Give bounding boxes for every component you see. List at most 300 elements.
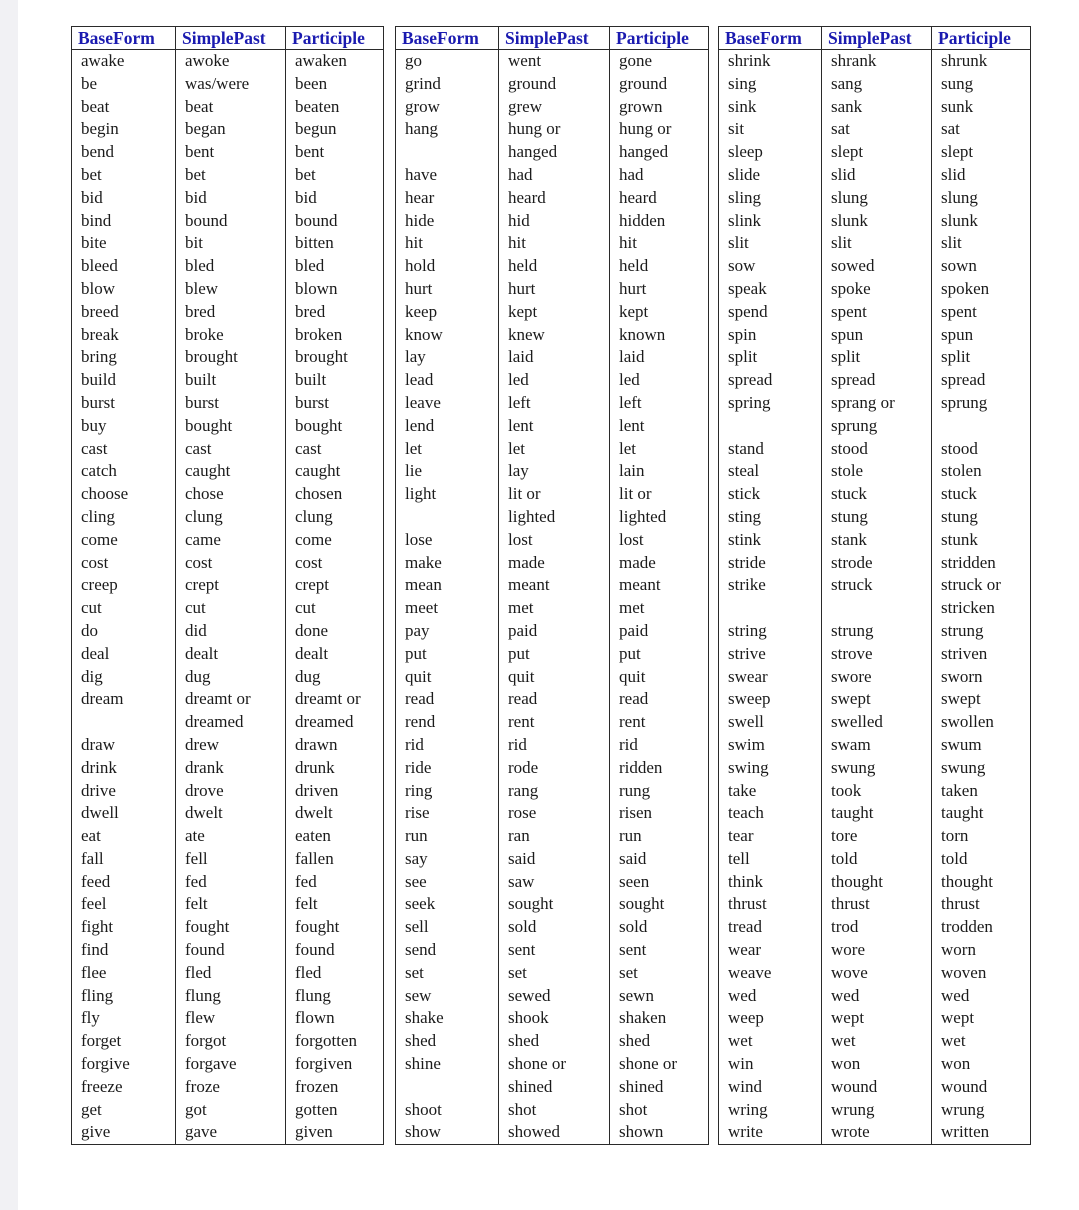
participle-cell: fed [286,871,384,894]
simple-past-cell: fell [176,848,286,871]
table-row [72,415,384,438]
base-form-cell: bite [72,232,176,255]
participle-cell: eaten [286,825,384,848]
table-row [72,1053,384,1076]
participle-cell: set [610,962,709,985]
base-form-cell: build [72,369,176,392]
simple-past-cell: wrote [822,1121,932,1144]
table-row [396,1053,709,1076]
participle-cell: sunk [932,96,1031,119]
base-form-cell: seek [396,893,499,916]
simple-past-cell: saw [499,871,610,894]
table-row [396,1099,709,1122]
simple-past-cell: burst [176,392,286,415]
base-form-cell: stick [719,483,822,506]
participle-cell: found [286,939,384,962]
table-row [72,734,384,757]
participle-cell: meant [610,574,709,597]
base-form-cell: win [719,1053,822,1076]
simple-past-cell: beat [176,96,286,119]
base-form-cell: spend [719,301,822,324]
participle-cell: brought [286,346,384,369]
base-form-cell: choose [72,483,176,506]
participle-cell: stuck [932,483,1031,506]
base-form-cell: grind [396,73,499,96]
simple-past-cell: came [176,529,286,552]
table-row [72,324,384,347]
base-form-cell: drink [72,757,176,780]
base-form-cell: wind [719,1076,822,1099]
base-form-cell: quit [396,666,499,689]
participle-cell: shot [610,1099,709,1122]
participle-cell: slit [932,232,1031,255]
table-row [72,483,384,506]
base-form-cell: cling [72,506,176,529]
participle-cell: done [286,620,384,643]
table-row [396,438,709,461]
participle-cell: woven [932,962,1031,985]
participle-cell: bled [286,255,384,278]
simple-past-cell: rent [499,711,610,734]
simple-past-cell: hurt [499,278,610,301]
simple-past-cell: lent [499,415,610,438]
participle-cell: dealt [286,643,384,666]
simple-past-cell: grew [499,96,610,119]
table-row [396,301,709,324]
table-row [72,164,384,187]
simple-past-cell: dug [176,666,286,689]
participle-cell: dug [286,666,384,689]
table-row [72,301,384,324]
table-row [396,643,709,666]
table-row [72,848,384,871]
simple-past-cell: wed [822,985,932,1008]
simple-past-cell: lit or [499,483,610,506]
participle-cell: worn [932,939,1031,962]
simple-past-cell: cast [176,438,286,461]
simple-past-cell: struck [822,574,932,597]
table-row [719,529,1031,552]
simple-past-cell: broke [176,324,286,347]
participle-cell: crept [286,574,384,597]
simple-past-cell: quit [499,666,610,689]
table-row [72,438,384,461]
table-row [72,1121,384,1144]
table-row [396,711,709,734]
table-header-row [719,27,1031,50]
table-row [396,1030,709,1053]
table-row [719,552,1031,575]
table-row [396,96,709,119]
base-form-cell: fly [72,1007,176,1030]
simple-past-cell: forgot [176,1030,286,1053]
base-form-cell: fight [72,916,176,939]
table-row [396,210,709,233]
base-form-cell: give [72,1121,176,1144]
participle-cell: frozen [286,1076,384,1099]
base-form-cell: lay [396,346,499,369]
header-baseform: BaseForm [396,27,499,50]
table-row [396,346,709,369]
participle-cell: striven [932,643,1031,666]
participle-cell: lent [610,415,709,438]
table-row [719,666,1031,689]
simple-past-cell: bent [176,141,286,164]
simple-past-cell: set [499,962,610,985]
simple-past-cell: shone or [499,1053,610,1076]
base-form-cell: let [396,438,499,461]
base-form-cell [72,711,176,734]
participle-cell: wet [932,1030,1031,1053]
base-form-cell: hit [396,232,499,255]
simple-past-cell: taught [822,802,932,825]
table-row [72,232,384,255]
table-row [72,187,384,210]
base-form-cell: hang [396,118,499,141]
participle-cell: sung [932,73,1031,96]
participle-cell: trodden [932,916,1031,939]
table-row [72,916,384,939]
base-form-cell: weave [719,962,822,985]
base-form-cell: teach [719,802,822,825]
base-form-cell: be [72,73,176,96]
base-form-cell: buy [72,415,176,438]
base-form-cell: hide [396,210,499,233]
base-form-cell: forgive [72,1053,176,1076]
table-row [396,483,709,506]
participle-cell: swung [932,757,1031,780]
participle-cell: bred [286,301,384,324]
base-form-cell: tear [719,825,822,848]
base-form-cell: split [719,346,822,369]
simple-past-cell: got [176,1099,286,1122]
base-form-cell: swell [719,711,822,734]
participle-cell: spent [932,301,1031,324]
verb-table-2 [395,26,709,1145]
participle-cell: broken [286,324,384,347]
base-form-cell: shine [396,1053,499,1076]
simple-past-cell: ground [499,73,610,96]
participle-cell: fought [286,916,384,939]
base-form-cell: fall [72,848,176,871]
simple-past-cell: lost [499,529,610,552]
table-row [719,871,1031,894]
simple-past-cell: trod [822,916,932,939]
table-row [72,825,384,848]
simple-past-cell: meant [499,574,610,597]
participle-cell: awaken [286,50,384,73]
table-row [396,324,709,347]
table-header-row [72,27,384,50]
simple-past-cell: paid [499,620,610,643]
table-row [719,574,1031,597]
participle-cell: rung [610,780,709,803]
base-form-cell: beat [72,96,176,119]
base-form-cell: put [396,643,499,666]
table-row [719,392,1031,415]
table-row [72,893,384,916]
participle-cell: slept [932,141,1031,164]
participle-cell: sold [610,916,709,939]
simple-past-cell: held [499,255,610,278]
simple-past-cell: slept [822,141,932,164]
table-row [719,255,1031,278]
table-row [72,1076,384,1099]
simple-past-cell: heard [499,187,610,210]
table-row [719,210,1031,233]
base-form-cell: stink [719,529,822,552]
simple-past-cell: fled [176,962,286,985]
table-row [396,255,709,278]
participle-cell: sprung [932,392,1031,415]
simple-past-cell: spread [822,369,932,392]
simple-past-cell: left [499,392,610,415]
participle-cell: paid [610,620,709,643]
participle-cell: clung [286,506,384,529]
simple-past-cell: dealt [176,643,286,666]
simple-past-cell: sprung [822,415,932,438]
base-form-cell: bid [72,187,176,210]
participle-cell: chosen [286,483,384,506]
participle-cell: swum [932,734,1031,757]
participle-cell: sown [932,255,1031,278]
table-row [396,460,709,483]
header-baseform: BaseForm [719,27,822,50]
simple-past-cell: swore [822,666,932,689]
base-form-cell [719,597,822,620]
simple-past-cell: sought [499,893,610,916]
base-form-cell: strive [719,643,822,666]
table-row [719,164,1031,187]
participle-cell: stridden [932,552,1031,575]
participle-cell: bitten [286,232,384,255]
base-form-cell [396,141,499,164]
participle-cell: led [610,369,709,392]
base-form-cell: string [719,620,822,643]
document-page [18,0,1079,1210]
participle-cell: sat [932,118,1031,141]
table-row [72,346,384,369]
simple-past-cell: built [176,369,286,392]
table-row [719,643,1031,666]
simple-past-cell: won [822,1053,932,1076]
participle-cell: stung [932,506,1031,529]
base-form-cell: get [72,1099,176,1122]
simple-past-cell: bled [176,255,286,278]
simple-past-cell [822,597,932,620]
table-row [396,1076,709,1099]
simple-past-cell: bred [176,301,286,324]
base-form-cell: eat [72,825,176,848]
simple-past-cell: sat [822,118,932,141]
participle-cell: cost [286,552,384,575]
base-form-cell: swear [719,666,822,689]
simple-past-cell: shrank [822,50,932,73]
simple-past-cell: stuck [822,483,932,506]
table-row [719,688,1031,711]
participle-cell: dreamed [286,711,384,734]
table-row [396,574,709,597]
table-row [396,232,709,255]
base-form-cell: shrink [719,50,822,73]
participle-cell: sent [610,939,709,962]
base-form-cell: do [72,620,176,643]
participle-cell: dwelt [286,802,384,825]
simple-past-cell: fought [176,916,286,939]
participle-cell: hidden [610,210,709,233]
base-form-cell: hurt [396,278,499,301]
simple-past-cell: found [176,939,286,962]
base-form-cell: cut [72,597,176,620]
simple-past-cell: drove [176,780,286,803]
table-row [719,460,1031,483]
base-form-cell: tell [719,848,822,871]
simple-past-cell: wore [822,939,932,962]
simple-past-cell: met [499,597,610,620]
participle-cell: stunk [932,529,1031,552]
table-row [719,483,1031,506]
base-form-cell: swim [719,734,822,757]
participle-cell: run [610,825,709,848]
simple-past-cell: swept [822,688,932,711]
participle-cell: taught [932,802,1031,825]
base-form-cell: meet [396,597,499,620]
base-form-cell: sing [719,73,822,96]
participle-cell: come [286,529,384,552]
simple-past-cell: rose [499,802,610,825]
simple-past-cell: sowed [822,255,932,278]
table-row [396,187,709,210]
table-row [396,871,709,894]
participle-cell: stricken [932,597,1031,620]
participle-cell: cast [286,438,384,461]
simple-past-cell: strode [822,552,932,575]
table-row [396,529,709,552]
table-row [72,666,384,689]
base-form-cell: have [396,164,499,187]
simple-past-cell: rode [499,757,610,780]
base-form-cell: tread [719,916,822,939]
table-row [396,757,709,780]
table-row [72,96,384,119]
base-form-cell: weep [719,1007,822,1030]
participle-cell: thought [932,871,1031,894]
participle-cell: slung [932,187,1031,210]
table-row [396,164,709,187]
base-form-cell: sow [719,255,822,278]
simple-past-cell: stank [822,529,932,552]
table-row [72,369,384,392]
table-row [396,597,709,620]
simple-past-cell: stung [822,506,932,529]
table-row [72,552,384,575]
participle-cell: rid [610,734,709,757]
simple-past-cell: tore [822,825,932,848]
table-row [72,711,384,734]
participle-cell: lost [610,529,709,552]
participle-cell: cut [286,597,384,620]
base-form-cell: forget [72,1030,176,1053]
participle-cell: spread [932,369,1031,392]
table-row [719,50,1031,73]
base-form-cell: wear [719,939,822,962]
base-form-cell: dream [72,688,176,711]
simple-past-cell: fed [176,871,286,894]
table-row [719,118,1031,141]
simple-past-cell: wove [822,962,932,985]
table-row [719,73,1031,96]
base-form-cell: bring [72,346,176,369]
participle-cell: slunk [932,210,1031,233]
participle-cell: felt [286,893,384,916]
simple-past-cell: rid [499,734,610,757]
base-form-cell: make [396,552,499,575]
table-row [719,734,1031,757]
participle-cell: shaken [610,1007,709,1030]
simple-past-cell: led [499,369,610,392]
simple-past-cell: bit [176,232,286,255]
table-row [396,50,709,73]
table-row [396,666,709,689]
participle-cell: bought [286,415,384,438]
base-form-cell: lie [396,460,499,483]
table-row [719,711,1031,734]
participle-cell: bound [286,210,384,233]
simple-past-cell: hid [499,210,610,233]
simple-past-cell: bound [176,210,286,233]
table-row [72,962,384,985]
table-row [72,688,384,711]
simple-past-cell: ate [176,825,286,848]
table-row [719,346,1031,369]
participle-cell: dreamt or [286,688,384,711]
table-row [396,1121,709,1144]
base-form-cell: ring [396,780,499,803]
participle-cell: won [932,1053,1031,1076]
simple-past-cell: flung [176,985,286,1008]
participle-cell: kept [610,301,709,324]
simple-past-cell: gave [176,1121,286,1144]
participle-cell: shined [610,1076,709,1099]
simple-past-cell: hung or [499,118,610,141]
simple-past-cell: drew [176,734,286,757]
table-row [72,1099,384,1122]
base-form-cell: begin [72,118,176,141]
base-form-cell: thrust [719,893,822,916]
simple-past-cell: froze [176,1076,286,1099]
table-row [396,802,709,825]
participle-cell: flown [286,1007,384,1030]
base-form-cell: go [396,50,499,73]
base-form-cell [396,506,499,529]
participle-cell: lighted [610,506,709,529]
base-form-cell: show [396,1121,499,1144]
base-form-cell: bleed [72,255,176,278]
participle-cell: hanged [610,141,709,164]
simple-past-cell: sold [499,916,610,939]
participle-cell: let [610,438,709,461]
participle-cell: spoken [932,278,1031,301]
simple-past-cell: kept [499,301,610,324]
participle-cell: shone or [610,1053,709,1076]
participle-cell: spun [932,324,1031,347]
table-row [719,301,1031,324]
table-row [72,780,384,803]
simple-past-cell: told [822,848,932,871]
table-row [72,141,384,164]
simple-past-cell: flew [176,1007,286,1030]
participle-cell: strung [932,620,1031,643]
